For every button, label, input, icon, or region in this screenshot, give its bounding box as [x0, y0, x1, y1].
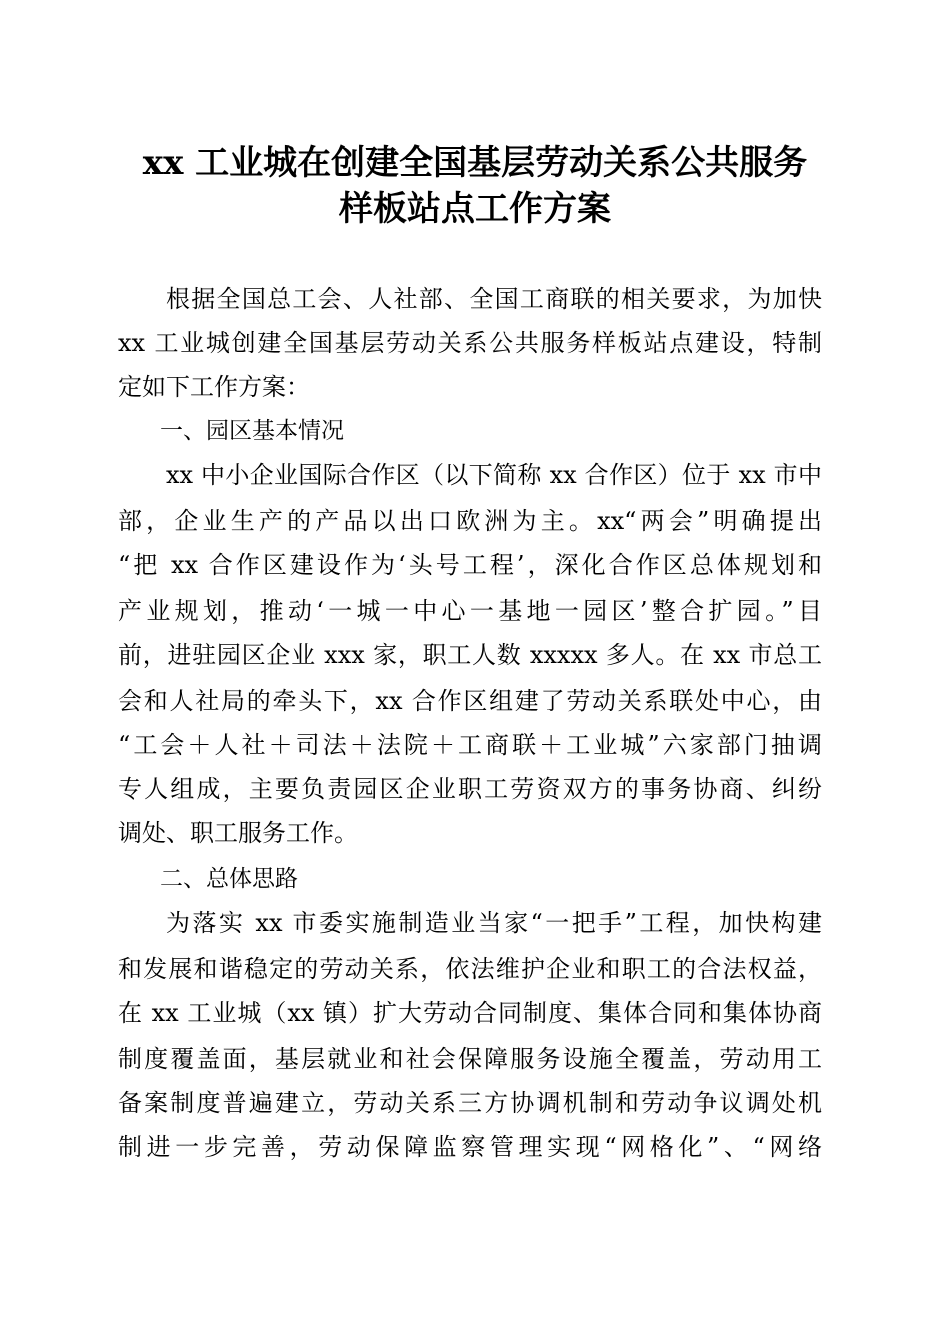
section-heading-2: 二、总体思路: [160, 866, 298, 892]
paragraph-line: 产业规划，推动‘一城一中心一基地一园区’整合扩园。”目: [118, 597, 822, 625]
paragraph-line: 会和人社局的牵头下，xx 合作区组建了劳动关系联处中心，由: [118, 687, 822, 715]
intro-line: 定如下工作方案：: [118, 373, 310, 401]
paragraph-line: “把 xx 合作区建设作为‘头号工程’，深化合作区总体规划和: [118, 551, 822, 579]
document-title-line-1: xx 工业城在创建全国基层劳动关系公共服务: [142, 143, 808, 183]
paragraph-line: 在 xx 工业城（xx 镇）扩大劳动合同制度、集体合同和集体协商: [118, 999, 822, 1027]
paragraph-line: 前，进驻园区企业 xxx 家，职工人数 xxxxx 多人。在 xx 市总工: [118, 641, 822, 669]
paragraph-line: 调处、职工服务工作。: [118, 819, 358, 847]
paragraph-line: 制进一步完善，劳动保障监察管理实现“网格化”、“网络: [118, 1133, 822, 1161]
section-heading-1: 一、园区基本情况: [160, 418, 344, 444]
paragraph-line: 专人组成，主要负责园区企业职工劳资双方的事务协商、纠纷: [118, 775, 822, 803]
paragraph-line: 为落实 xx 市委实施制造业当家“一把手”工程，加快构建: [166, 909, 822, 937]
intro-line: xx 工业城创建全国基层劳动关系公共服务样板站点建设，特制: [118, 329, 822, 357]
paragraph-line: xx 中小企业国际合作区（以下简称 xx 合作区）位于 xx 市中: [166, 461, 822, 489]
paragraph-line: 和发展和谐稳定的劳动关系，依法维护企业和职工的合法权益，: [118, 955, 822, 983]
paragraph-line: 部，企业生产的产品以出口欧洲为主。xx“两会”明确提出: [118, 507, 822, 535]
paragraph-line: 备案制度普遍建立，劳动关系三方协调机制和劳动争议调处机: [118, 1089, 822, 1117]
document-title-line-2: 样板站点工作方案: [339, 189, 611, 229]
paragraph-line: 制度覆盖面，基层就业和社会保障服务设施全覆盖，劳动用工: [118, 1045, 822, 1073]
paragraph-line: “工会＋人社＋司法＋法院＋工商联＋工业城”六家部门抽调: [118, 731, 822, 759]
intro-line: 根据全国总工会、人社部、全国工商联的相关要求，为加快: [166, 285, 822, 313]
